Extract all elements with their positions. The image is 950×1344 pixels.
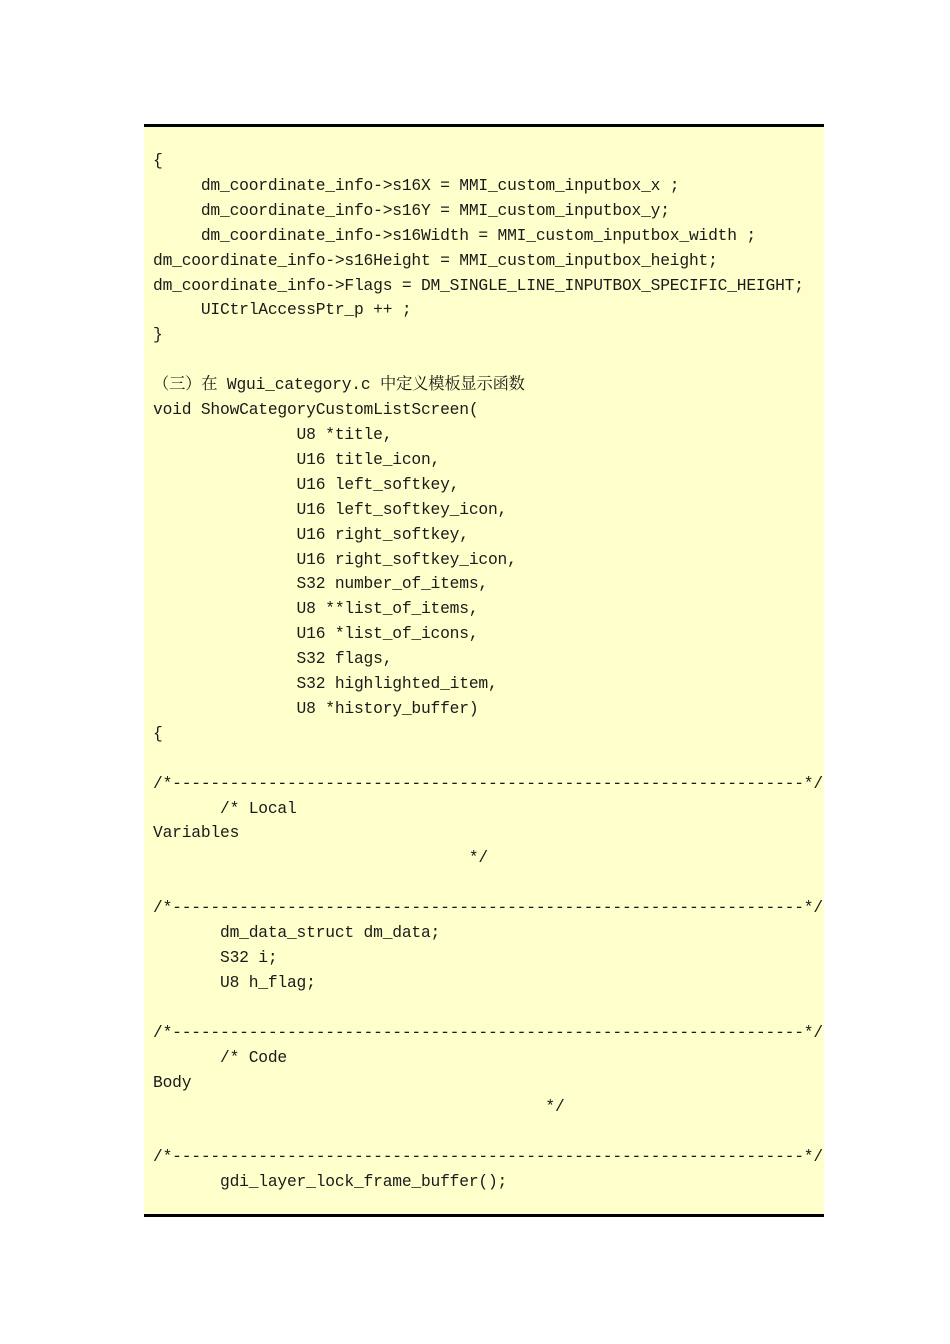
code-line: } [153, 325, 163, 345]
code-line: U16 title_icon, [153, 449, 441, 469]
code-line: S32 highlighted_item, [153, 674, 498, 694]
code-line: S32 i; [153, 948, 278, 967]
code-line [153, 747, 824, 772]
code-line [153, 996, 824, 1021]
code-line: { [153, 151, 163, 170]
code-block [144, 124, 824, 1217]
code-line: U16 left_softkey, [153, 474, 460, 494]
code-line: */ [153, 848, 488, 868]
code-line: U8 *title, [153, 424, 393, 444]
code-line: dm_data_struct dm_data; [153, 923, 441, 943]
section-heading: （三）在 Wgui_category.c 中定义模板显示函数 [153, 375, 525, 395]
code-line: dm_coordinate_info->s16Width = MMI_custom_inputbox_width ; [153, 225, 756, 245]
code-line [153, 871, 824, 896]
code-line: U8 h_flag; [153, 972, 316, 992]
code-line: */ [153, 1097, 565, 1117]
comment-divider: /*------------------------------------------------------------------*/ [153, 1147, 823, 1167]
comment-divider: /*------------------------------------------------------------------*/ [153, 773, 823, 793]
code-line: S32 number_of_items, [153, 574, 488, 594]
code-line: S32 flags, [153, 649, 393, 669]
code-line: /* Code [153, 1047, 287, 1067]
code-line: UICtrlAccessPtr_p ++ ; [153, 300, 412, 320]
code-line: U8 **list_of_items, [153, 599, 479, 619]
code-line: dm_coordinate_info->Flags = DM_SINGLE_LINE_INPUTBOX_SPECIFIC_HEIGHT; [153, 275, 804, 295]
code-line: dm_coordinate_info->s16Y = MMI_custom_inputbox_y; [153, 200, 670, 220]
code-line: { [153, 723, 163, 743]
code-line: gdi_layer_lock_frame_buffer(); [153, 1172, 508, 1192]
code-line: U8 *history_buffer) [153, 698, 479, 718]
code-lines [153, 149, 824, 1195]
code-line: dm_coordinate_info->s16X = MMI_custom_inputbox_x ; [153, 175, 680, 195]
code-line: U16 *list_of_icons, [153, 624, 479, 644]
code-line [153, 1120, 824, 1145]
code-line: dm_coordinate_info->s16Height = MMI_custom_inputbox_height; [153, 250, 718, 270]
code-line [153, 348, 824, 373]
code-line: U16 right_softkey, [153, 524, 469, 544]
code-line: U16 right_softkey_icon, [153, 549, 517, 569]
comment-divider: /*------------------------------------------------------------------*/ [153, 1022, 823, 1042]
code-line: U16 left_softkey_icon, [153, 499, 508, 519]
code-line: Variables [153, 823, 240, 843]
code-line: /* Local [153, 798, 297, 818]
comment-divider: /*------------------------------------------------------------------*/ [153, 898, 823, 918]
code-line: Body [153, 1072, 192, 1092]
code-line: void ShowCategoryCustomListScreen( [153, 400, 479, 420]
